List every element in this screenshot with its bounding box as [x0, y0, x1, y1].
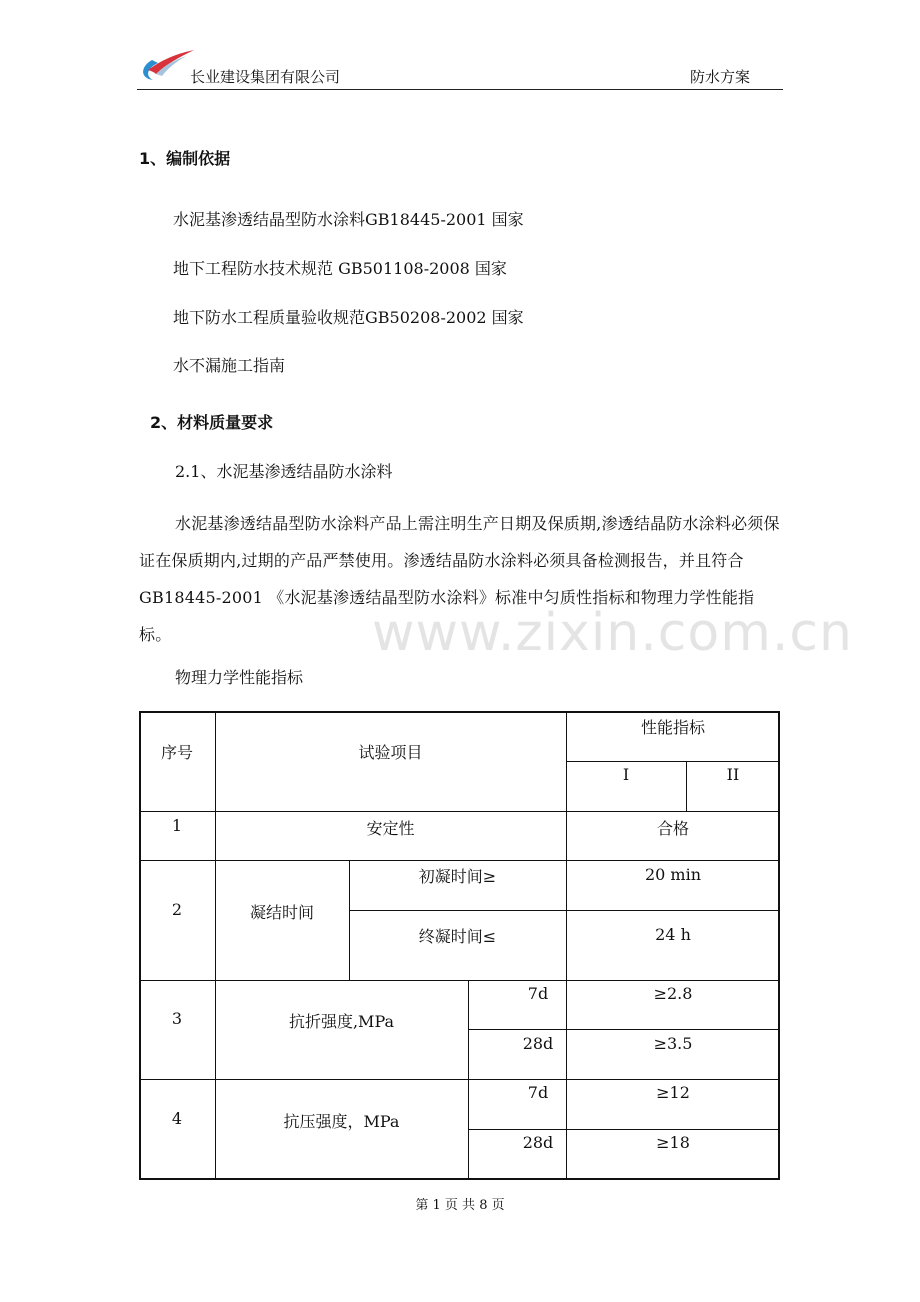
test-sub-item: 终凝时间≤ [418, 927, 497, 946]
row-number: 2 [171, 900, 183, 919]
test-age: 7d [527, 984, 549, 1003]
reference-item: 水泥基渗透结晶型防水涂料GB18445-2001 国家 [173, 210, 524, 229]
row-number: 4 [171, 1109, 183, 1128]
test-sub-item: 初凝时间≥ [418, 867, 497, 886]
test-item: 抗压强度，MPa [283, 1112, 400, 1131]
page-footer: 第 1 页 共 8 页 [415, 1198, 505, 1213]
properties-table [139, 711, 780, 1180]
test-age: 28d [522, 1133, 554, 1152]
performance-value: 20 min [644, 865, 702, 884]
performance-value: 合格 [656, 819, 689, 838]
performance-value: ≥3.5 [653, 1034, 693, 1053]
test-age: 7d [527, 1083, 549, 1102]
row-number: 3 [171, 1009, 183, 1028]
header-cell-item: 试验项目 [358, 743, 423, 762]
test-age: 28d [522, 1034, 554, 1053]
table-caption: 物理力学性能指标 [175, 668, 304, 687]
header-cell-grade-2: II [726, 765, 740, 784]
company-swoosh-logo [138, 48, 196, 84]
test-item: 凝结时间 [249, 903, 314, 922]
row-number: 1 [171, 816, 183, 835]
reference-item: 水不漏施工指南 [173, 356, 286, 375]
watermark: www.zixin.com.cn [372, 603, 853, 663]
performance-value: ≥2.8 [653, 984, 693, 1003]
reference-item: 地下防水工程质量验收规范GB50208-2002 国家 [173, 308, 524, 327]
performance-value: ≥18 [656, 1133, 690, 1152]
performance-value: ≥12 [656, 1083, 690, 1102]
header-cell-grade-1: I [622, 765, 630, 784]
section-heading-basis: 1、编制依据 [139, 149, 231, 168]
performance-value: 24 h [655, 925, 691, 944]
test-item: 安定性 [366, 819, 415, 838]
sub-heading: 2.1、水泥基渗透结晶防水涂料 [175, 462, 393, 481]
document-title: 防水方案 [690, 68, 751, 86]
header-cell-performance: 性能指标 [640, 718, 705, 737]
body-paragraph: 水泥基渗透结晶型防水涂料产品上需注明生产日期及保质期,渗透结晶防水涂料必须保证在保质期内,过期的产品严禁使用。渗透结晶防水涂料必须具备检测报告，并且符合GB18445-2001 《水泥基渗透结晶型防水涂料》标准中匀质性指标和物理力学性能指标。 [139, 514, 780, 644]
header-cell-no: 序号 [160, 743, 193, 762]
test-item: 抗折强度,MPa [288, 1012, 395, 1031]
reference-item: 地下工程防水技术规范 GB501108-2008 国家 [173, 259, 507, 278]
header-divider [137, 89, 783, 90]
section-heading-materials: 2、材料质量要求 [150, 413, 274, 432]
company-name: 长业建设集团有限公司 [190, 68, 341, 86]
